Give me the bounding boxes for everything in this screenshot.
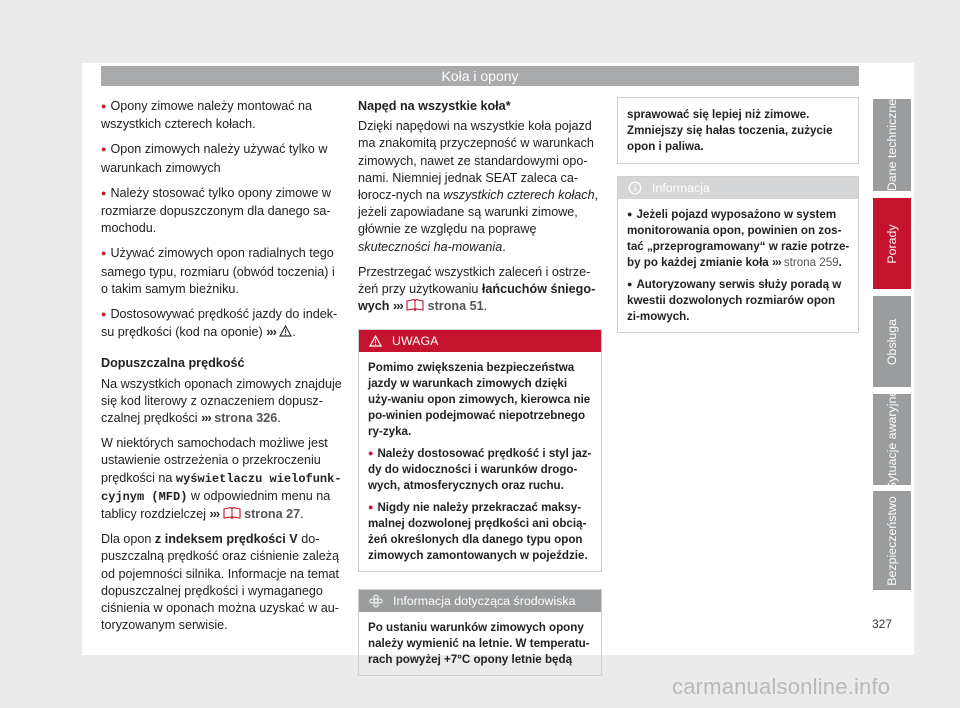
- bullet-icon: ●: [627, 279, 633, 289]
- section-heading: Dopuszczalna prędkość: [101, 356, 245, 371]
- section-heading: Napęd na wszystkie koła*: [358, 99, 511, 113]
- bullet-icon: ●: [101, 309, 107, 320]
- book-icon[interactable]: [406, 298, 424, 312]
- column-middle: [358, 98, 602, 676]
- tab-obsluga[interactable]: Obsługa: [873, 296, 911, 387]
- bullet-icon: ●: [101, 144, 107, 155]
- page-title: Koła i opony: [101, 66, 859, 86]
- warning-box: UWAGA Pomimo zwiększenia bezpieczeństwa jazdy w warunkach zimowych dzięki uży-waniu opon zimowych, kierowca nie po-winien podejmować niepotrzebnego ry-zyka. ● Należy dostosować prędkość i styl jaz-dy do widoczności i warunków drogo-wych, atmosferycznych oraz ruchu. ● Nigdy nie należy przekraczać maksy-malnej dozwolonej prędkości ani obcią-żeń określonych dla danego typu opon zimowych zamontowanych w pojeździe.: [358, 329, 602, 572]
- page-number: 327: [872, 617, 893, 631]
- warning-icon: [369, 335, 382, 347]
- list-item: ● Opony zimowe należy montować na wszystkich czterech kołach.: [101, 99, 313, 132]
- mfd-term: wyświetlaczu wielofunk-cyjnym (MFD): [101, 471, 342, 504]
- bullet-icon: ●: [101, 248, 107, 259]
- paragraph: Dla opon z indeksem prędkości V do-puszczalną prędkość oraz ciśnienie zależą od pojemności silnika. Informacje na temat dopuszczalnej prędkości i wymaganego ciśnienia w oponach można uzyskać w au-toryzowanym serwisie.: [101, 532, 340, 633]
- list-item: ● Jeżeli pojazd wyposażono w system monitorowania opon, powinien on zos-tać „przeprogramowany“ w razie potrze-by po każdej zmianie koła ››› strona 259.: [627, 208, 850, 269]
- tab-dane-techniczne[interactable]: Dane techniczne: [873, 99, 911, 191]
- list-item: ● Należy stosować tylko opony zimowe w rozmiarze dopuszczonym dla danego sa-mochodu.: [101, 185, 331, 236]
- warning-box-header: UWAGA: [359, 330, 601, 352]
- bullet-icon: ●: [368, 448, 374, 459]
- info-box: [617, 176, 859, 333]
- list-item: ● Opon zimowych należy używać tylko w warunkach zimowych: [101, 142, 328, 175]
- info-box-header: Informacja: [618, 177, 858, 199]
- column-right: [617, 97, 859, 333]
- list-item: ● Dostosowywać prędkość jazdy do indek-su prędkości (kod na oponie) ››› .: [101, 307, 338, 340]
- list-item: ● Nigdy nie należy przekraczać maksy-malnej dozwolonej prędkości ani obcią-żeń określonych dla danego typu opon zimowych zamontowanych w pojeździe.: [368, 501, 588, 563]
- info-icon: [628, 181, 642, 195]
- environment-box: Informacja dotycząca środowiska Po ustaniu warunków zimowych opony należy wymienić na letnie. W temperatu-rach powyżej +7°C opony letnie będą: [358, 589, 602, 676]
- bullet-icon: ●: [101, 101, 107, 111]
- book-icon[interactable]: [223, 506, 241, 520]
- tab-bezpieczenstwo[interactable]: Bezpieczeństwo: [873, 491, 911, 590]
- warning-icon[interactable]: [279, 325, 292, 337]
- page-link[interactable]: strona 326: [214, 411, 278, 426]
- page-link[interactable]: strona 27: [244, 507, 301, 522]
- reference-arrows: ›››: [266, 325, 276, 340]
- bullet-icon: ●: [368, 502, 374, 513]
- list-item: ● Należy dostosować prędkość i styl jaz-dy do widoczności i warunków drogo-wych, atmosferycznych oraz ruchu.: [368, 447, 592, 493]
- flower-icon: [369, 594, 383, 608]
- page-link[interactable]: strona 51: [427, 299, 484, 314]
- list-item: ● Używać zimowych opon radialnych tego samego typu, rozmiaru (obwód toczenia) i o takim samym bieżniku.: [101, 246, 335, 296]
- bullet-icon: ●: [101, 187, 107, 198]
- paragraph: W niektórych samochodach możliwe jest ustawienie ostrzeżenia o przekroczeniu prędkości na wyświetlaczu wielofunk-cyjnym (MFD) w odpowiednim menu na tablicy rozdzielczej ››› strona 27.: [101, 436, 342, 522]
- column-left: [101, 98, 344, 642]
- list-item: ● Autoryzowany serwis służy poradą w kwestii dozwolonych rozmiarów opon zi-mowych.: [627, 278, 842, 323]
- paragraph: Dzięki napędowi na wszystkie koła pojazd ma znakomitą przyczepność w warunkach zimowych, nawet ze standardowymi opo-nami. Niemniej jednak SEAT zaleca ca-łorocz-nych na wszystkich czterech kołach, jeżeli zapowiadane są warunki zimowe, głównie ze względu na poprawę skuteczności ha-mowania.: [358, 119, 599, 254]
- paragraph: Przestrzegać wszystkich zaleceń i ostrze-żeń przy użytkowaniu łańcuchów śniego-wych ››› strona 51.: [358, 264, 596, 314]
- tab-porady[interactable]: Porady: [873, 198, 911, 289]
- watermark: carmanualsonline.info: [672, 674, 891, 699]
- bullet-icon: ●: [627, 209, 633, 219]
- environment-box-header: Informacja dotycząca środowiska: [359, 590, 601, 612]
- tab-sytuacje-awaryjne[interactable]: Sytuacje awaryjne: [873, 394, 911, 485]
- environment-box-continued: sprawować się lepiej niż zimowe. Zmniejszy się hałas toczenia, zużycie opon i paliwa.: [617, 97, 859, 164]
- page-link[interactable]: strona 259: [783, 256, 839, 269]
- paragraph: Na wszystkich oponach zimowych znajduje się kod literowy z oznaczeniem dopusz-czalnej prędkości ››› strona 326.: [101, 376, 342, 426]
